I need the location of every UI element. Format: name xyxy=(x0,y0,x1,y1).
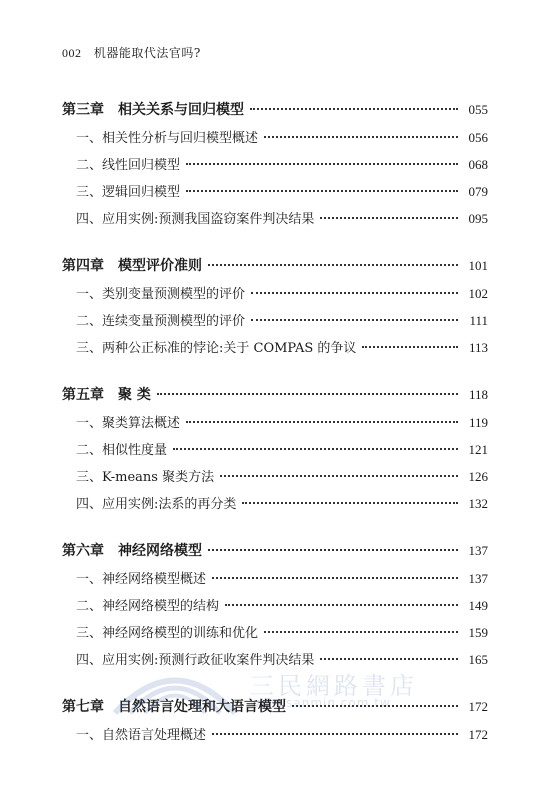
chapter-title: 模型评价准则 xyxy=(118,258,202,274)
section-title: 一、自然语言处理概述 xyxy=(76,728,207,743)
chapter-page: 137 xyxy=(468,543,488,558)
section-page: 079 xyxy=(468,184,488,199)
section-page: 119 xyxy=(468,415,488,430)
dot-leader xyxy=(173,448,458,450)
dot-leader xyxy=(157,393,458,395)
section-title: 三、神经网络模型的训练和优化 xyxy=(76,626,259,641)
chapter-label: 第五章 xyxy=(62,387,104,403)
dot-leader xyxy=(186,421,458,423)
table-of-contents xyxy=(62,96,488,748)
section-title: 一、聚类算法概述 xyxy=(76,416,181,431)
book-title: 机器能取代法官吗? xyxy=(93,46,201,60)
chapter-title: 聚 类 xyxy=(118,387,151,403)
section-entry[interactable] xyxy=(62,592,488,619)
section-entry[interactable] xyxy=(62,463,488,490)
dot-leader xyxy=(264,136,458,138)
dot-leader xyxy=(292,705,458,707)
chapter-title: 自然语言处理和大语言模型 xyxy=(118,699,286,715)
chapter-heading[interactable] xyxy=(62,537,488,565)
section-entry[interactable] xyxy=(62,436,488,463)
section-entry[interactable] xyxy=(62,124,488,151)
section-title: 二、神经网络模型的结构 xyxy=(76,599,220,614)
chapter-page: 118 xyxy=(468,387,488,402)
section-page: 149 xyxy=(468,598,488,613)
page-number: 002 xyxy=(62,46,82,60)
section-title: 四、应用实例:预测我国盗窃案件判决结果 xyxy=(76,212,315,227)
section-entry[interactable] xyxy=(62,490,488,517)
chapter-label: 第四章 xyxy=(62,258,104,274)
section-page: 159 xyxy=(468,625,488,640)
section-entry[interactable] xyxy=(62,151,488,178)
chapter-label: 第七章 xyxy=(62,699,104,715)
section-entry[interactable] xyxy=(62,565,488,592)
dot-leader xyxy=(212,577,458,579)
chapter-page: 172 xyxy=(468,699,488,714)
section-title: 一、神经网络模型概述 xyxy=(76,572,207,587)
dot-leader xyxy=(251,292,458,294)
watermark-text: 三民網路書店 xyxy=(250,672,418,700)
section-page: 126 xyxy=(468,469,488,484)
section-entry[interactable] xyxy=(62,280,488,307)
section-entry[interactable] xyxy=(62,178,488,205)
chapter-6 xyxy=(62,537,488,673)
section-title: 一、相关性分析与回归模型概述 xyxy=(76,131,259,146)
section-title: 四、应用实例:预测行政征收案件判决结果 xyxy=(76,653,315,668)
dot-leader xyxy=(208,264,458,266)
dot-leader xyxy=(320,217,458,219)
dot-leader xyxy=(212,733,458,735)
chapter-7 xyxy=(62,693,488,748)
section-entry[interactable] xyxy=(62,307,488,334)
section-title: 二、相似性度量 xyxy=(76,443,168,458)
section-entry[interactable] xyxy=(62,409,488,436)
section-page: 172 xyxy=(468,727,488,742)
chapter-5 xyxy=(62,381,488,517)
dot-leader xyxy=(225,604,458,606)
section-page: 095 xyxy=(468,211,488,226)
dot-leader xyxy=(250,108,458,110)
section-page: 132 xyxy=(468,496,488,511)
section-page: 165 xyxy=(468,652,488,667)
page-header xyxy=(62,44,201,61)
section-entry[interactable] xyxy=(62,334,488,361)
dot-leader xyxy=(186,190,458,192)
section-entry[interactable] xyxy=(62,205,488,232)
dot-leader xyxy=(320,658,458,660)
section-page: 068 xyxy=(468,157,488,172)
section-entry[interactable] xyxy=(62,619,488,646)
section-page: 056 xyxy=(468,130,488,145)
dot-leader xyxy=(251,319,458,321)
section-page: 113 xyxy=(468,340,488,355)
chapter-page: 055 xyxy=(468,102,488,117)
chapter-title: 神经网络模型 xyxy=(118,543,202,559)
section-page: 137 xyxy=(468,571,488,586)
chapter-4 xyxy=(62,252,488,361)
section-title: 一、类别变量预测模型的评价 xyxy=(76,287,246,302)
chapter-label: 第六章 xyxy=(62,543,104,559)
dot-leader xyxy=(362,346,458,348)
chapter-3 xyxy=(62,96,488,232)
section-entry[interactable] xyxy=(62,646,488,673)
section-title: 三、逻辑回归模型 xyxy=(76,185,181,200)
dot-leader xyxy=(264,631,458,633)
chapter-label: 第三章 xyxy=(62,102,104,118)
section-title: 二、连续变量预测模型的评价 xyxy=(76,314,246,329)
section-page: 102 xyxy=(468,286,488,301)
section-title: 四、应用实例:法系的再分类 xyxy=(76,497,237,512)
dot-leader xyxy=(186,163,458,165)
section-entry[interactable] xyxy=(62,721,488,748)
dot-leader xyxy=(242,502,458,504)
section-page: 121 xyxy=(468,442,488,457)
watermark-url: www.sanmin.com.tw xyxy=(250,696,391,710)
chapter-title: 相关关系与回归模型 xyxy=(118,102,244,118)
chapter-heading[interactable] xyxy=(62,381,488,409)
dot-leader xyxy=(220,475,458,477)
section-title: 二、线性回归模型 xyxy=(76,158,181,173)
dot-leader xyxy=(208,549,458,551)
chapter-heading[interactable] xyxy=(62,96,488,124)
section-page: 111 xyxy=(469,313,488,328)
section-title: 三、K-means 聚类方法 xyxy=(76,470,215,485)
chapter-heading[interactable] xyxy=(62,693,488,721)
chapter-page: 101 xyxy=(468,258,488,273)
chapter-heading[interactable] xyxy=(62,252,488,280)
section-title: 三、两种公正标准的悖论:关于 COMPAS 的争议 xyxy=(76,341,357,356)
